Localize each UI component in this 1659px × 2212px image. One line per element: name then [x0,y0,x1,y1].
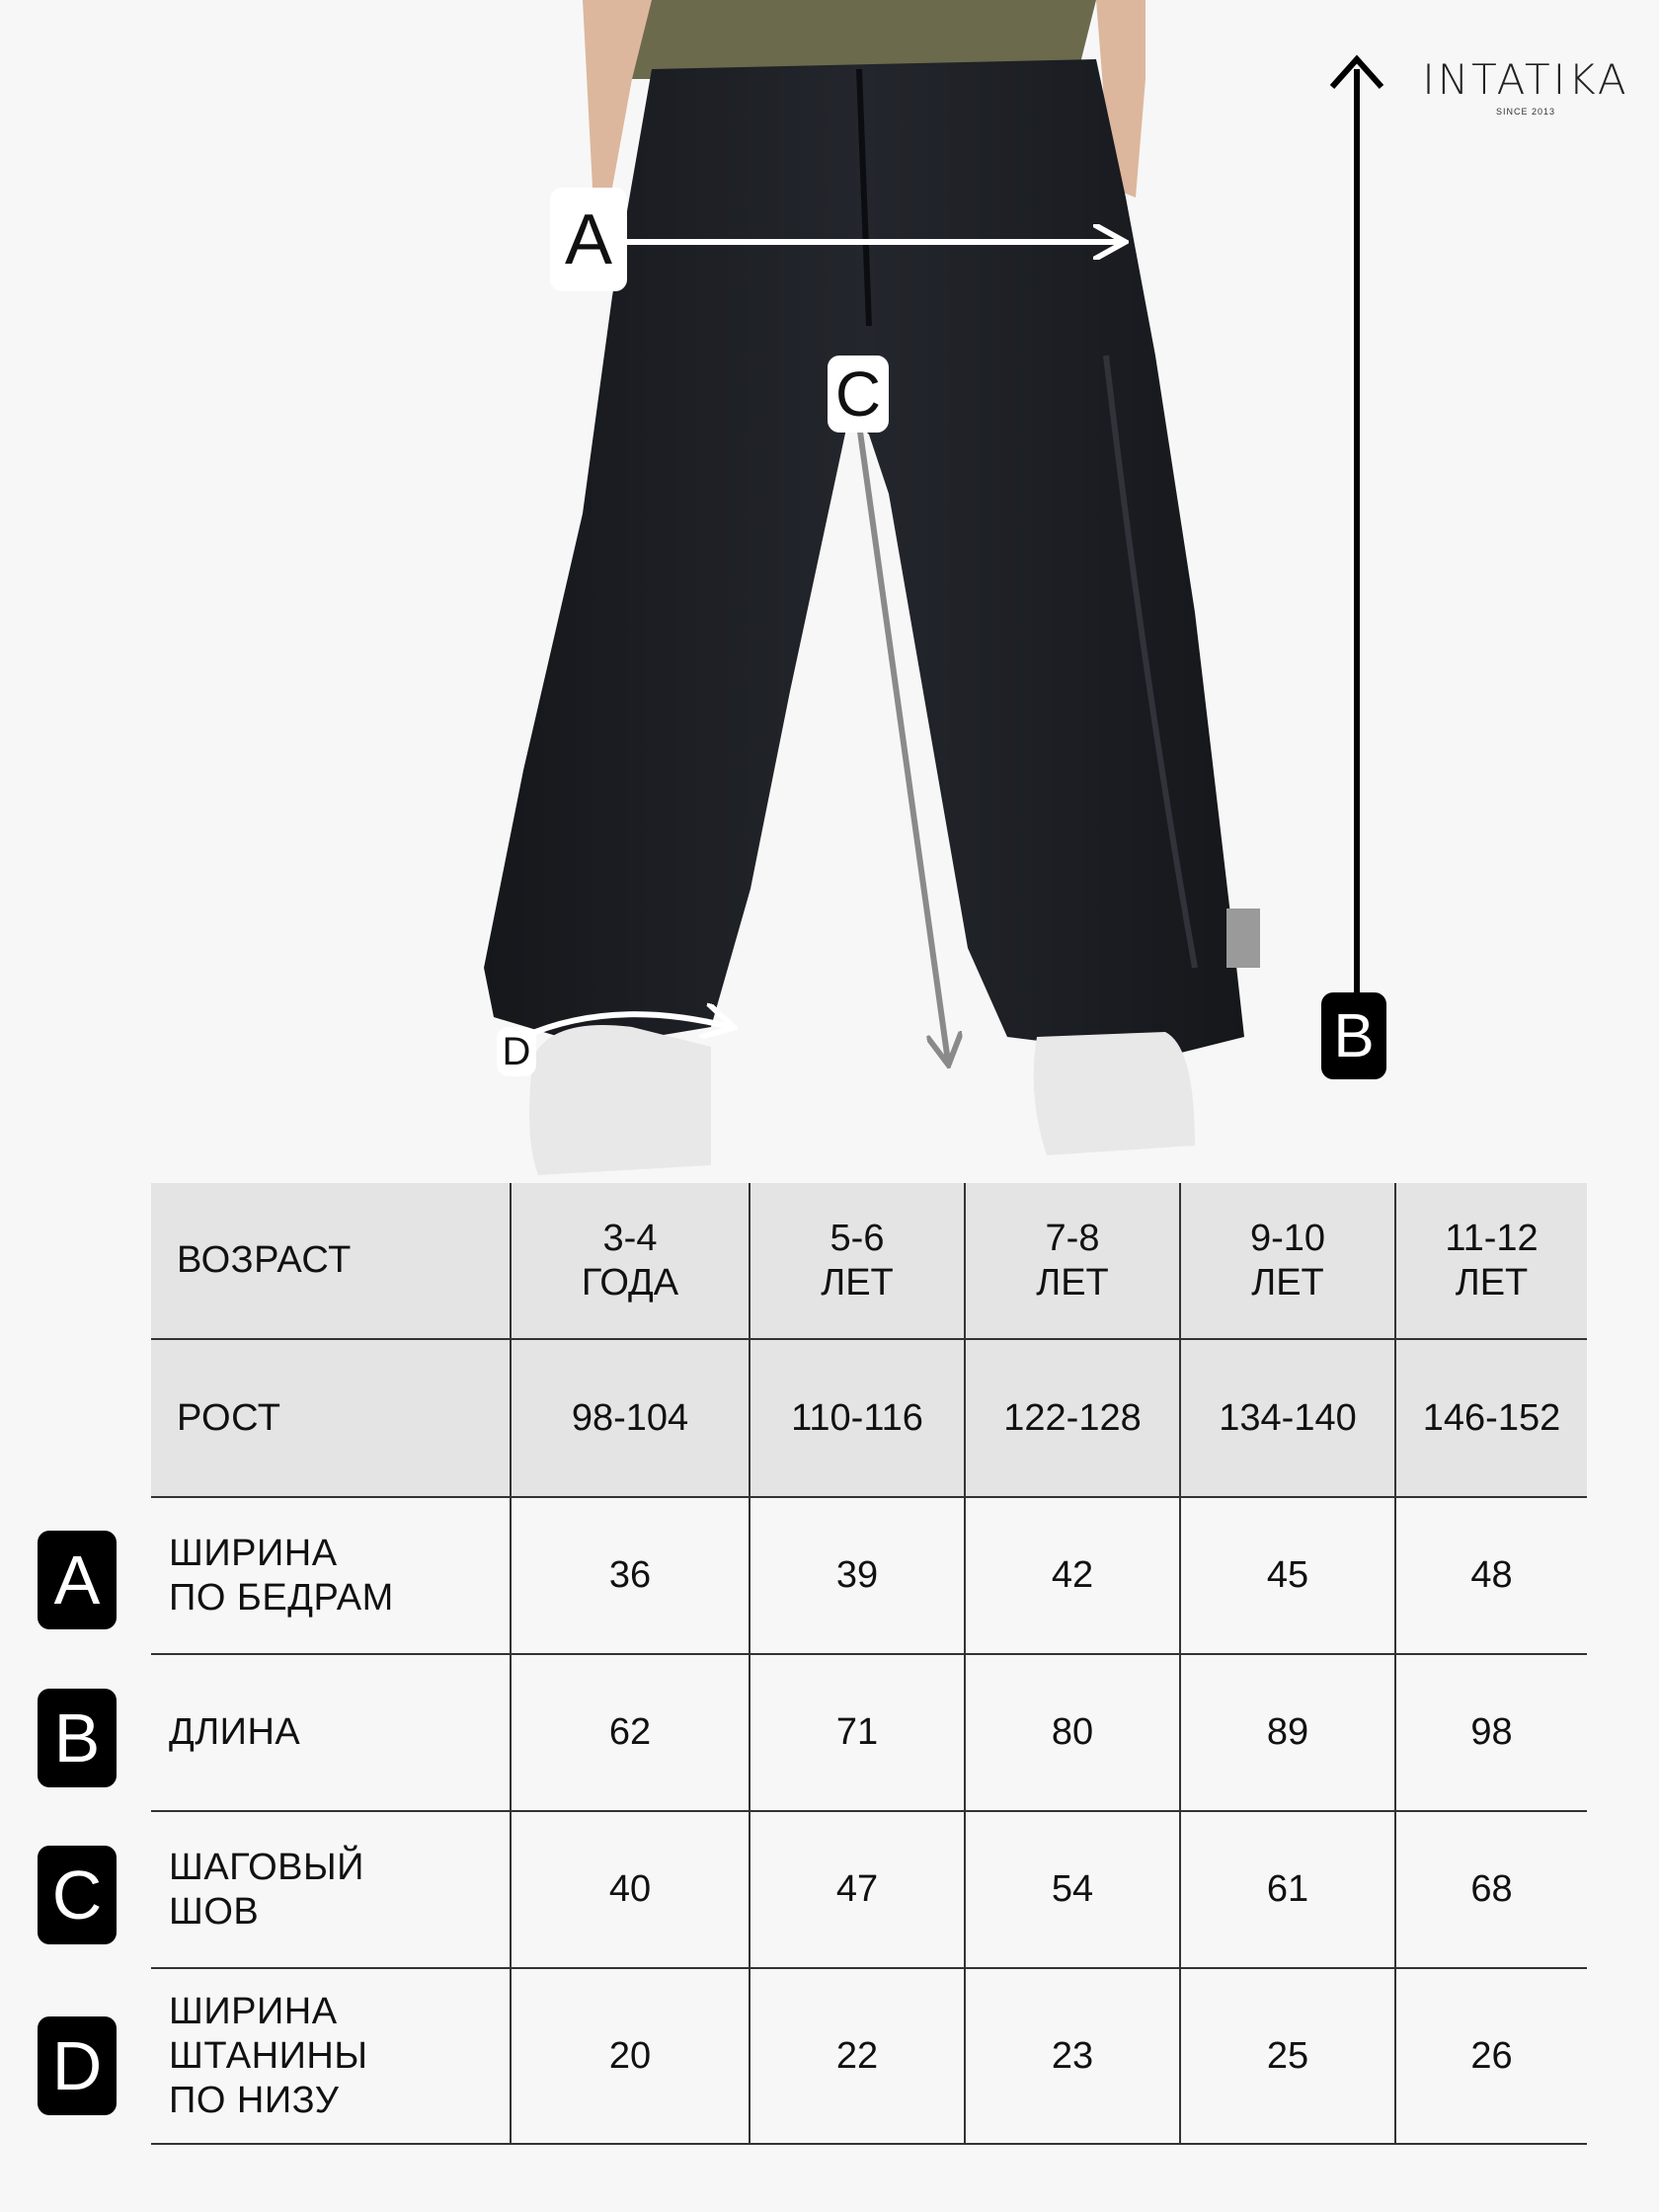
measure-cell: 89 [1180,1654,1395,1811]
measure-cell: 71 [750,1654,965,1811]
measure-label: ДЛИНА [151,1654,511,1811]
measure-row-d [151,1968,1587,2144]
measure-label: ШАГОВЫЙ ШОВ [151,1811,511,1968]
measure-cell: 68 [1395,1811,1587,1968]
measure-cell: 36 [511,1497,750,1654]
size-table [151,1183,1587,2145]
measure-row-a [151,1497,1587,1654]
measure-cell: 48 [1395,1497,1587,1654]
height-row [151,1339,1587,1497]
measure-cell: 54 [965,1811,1180,1968]
height-label: РОСТ [151,1339,511,1497]
measure-cell: 98 [1395,1654,1587,1811]
brand-since: SINCE 2013 [1495,107,1556,117]
height-cell: 146-152 [1395,1339,1587,1497]
measure-label: ШИРИНА ШТАНИНЫ ПО НИЗУ [151,1968,511,2144]
brand-name: INTATIKA [1422,55,1629,104]
age-cell: 3-4 ГОДА [511,1183,750,1339]
height-cell: 98-104 [511,1339,750,1497]
badge-d: D [38,2016,117,2115]
measure-cell: 80 [965,1654,1180,1811]
badge-c: C [38,1846,117,1944]
height-cell: 122-128 [965,1339,1180,1497]
label-a: A [550,188,627,291]
right-shoe [1034,1032,1195,1155]
height-cell: 134-140 [1180,1339,1395,1497]
age-cell: 5-6 ЛЕТ [750,1183,965,1339]
label-d: D [497,1027,536,1076]
measure-cell: 42 [965,1497,1180,1654]
left-shoe [529,1025,711,1175]
label-c: C [828,356,889,433]
age-cell: 11-12 ЛЕТ [1395,1183,1587,1339]
brand-logo [1422,55,1629,117]
measure-cell: 40 [511,1811,750,1968]
measure-cell: 25 [1180,1968,1395,2144]
measure-cell: 45 [1180,1497,1395,1654]
measure-cell: 47 [750,1811,965,1968]
side-tag [1226,908,1260,968]
measure-cell: 61 [1180,1811,1395,1968]
age-cell: 9-10 ЛЕТ [1180,1183,1395,1339]
measure-row-c [151,1811,1587,1968]
height-cell: 110-116 [750,1339,965,1497]
measure-row-b [151,1654,1587,1811]
measure-cell: 20 [511,1968,750,2144]
measure-cell: 39 [750,1497,965,1654]
measure-cell: 26 [1395,1968,1587,2144]
measure-cell: 23 [965,1968,1180,2144]
label-b: B [1321,992,1386,1079]
measure-cell: 62 [511,1654,750,1811]
age-cell: 7-8 ЛЕТ [965,1183,1180,1339]
age-label: ВОЗРАСТ [151,1183,511,1339]
measure-cell: 22 [750,1968,965,2144]
badge-b: B [38,1689,117,1787]
badge-a: A [38,1531,117,1629]
measure-label: ШИРИНА ПО БЕДРАМ [151,1497,511,1654]
age-row [151,1183,1587,1339]
